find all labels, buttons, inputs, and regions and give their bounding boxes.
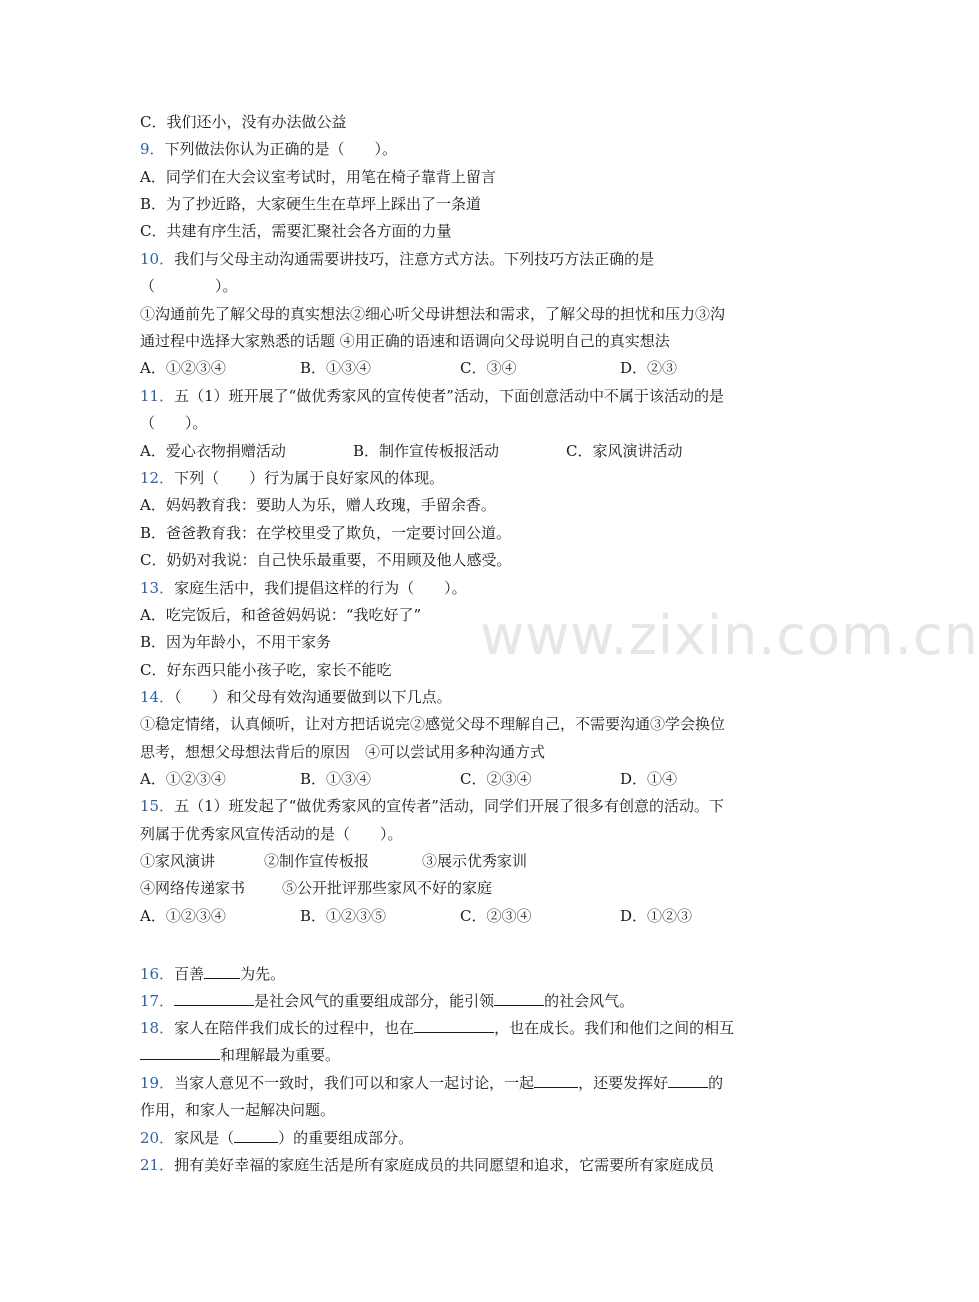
question-number: 13． bbox=[140, 579, 175, 597]
q9-option-b: B．为了抄近路，大家硬生生在草坪上踩出了一条道 bbox=[140, 195, 482, 213]
q10-items-line-2: 通过程中选择大家熟悉的话题 ④用正确的语速和语调向父母说明自己的真实想法 bbox=[140, 332, 670, 350]
question-text: ）的重要组成部分。 bbox=[278, 1129, 414, 1147]
option-c: C．家风演讲活动 bbox=[566, 442, 683, 460]
question-12 bbox=[140, 468, 444, 490]
question-13 bbox=[140, 578, 467, 600]
option-c: C．②③④ bbox=[460, 907, 532, 925]
question-number: 21． bbox=[140, 1156, 175, 1174]
question-text: ，也在成长。我们和他们之间的相互 bbox=[494, 1019, 735, 1037]
q12-option-c: C．奶奶对我说：自己快乐最重要，不用顾及他人感受。 bbox=[140, 551, 512, 569]
question-17 bbox=[140, 991, 634, 1013]
question-stem: 下列（ ）行为属于良好家风的体现。 bbox=[174, 469, 445, 487]
question-text: 家风是（ bbox=[174, 1129, 235, 1147]
item-5: ⑤公开批评那些家风不好的家庭 bbox=[282, 879, 493, 897]
option-d: D．②③ bbox=[620, 359, 678, 377]
question-text: ，还要发挥好 bbox=[578, 1074, 669, 1092]
q15-options bbox=[140, 906, 692, 928]
question-10 bbox=[140, 249, 654, 271]
q9-option-a: A．同学们在大会议室考试时，用笔在椅子靠背上留言 bbox=[140, 168, 496, 186]
option-a: A．①②③④ bbox=[140, 770, 226, 788]
option-a: A．①②③④ bbox=[140, 359, 226, 377]
question-number: 20． bbox=[140, 1129, 175, 1147]
option-a: A．爱心衣物捐赠活动 bbox=[140, 442, 286, 460]
question-number: 16． bbox=[140, 965, 175, 983]
q15-stem-continued: 列属于优秀家风宣传活动的是（ ）。 bbox=[140, 825, 403, 843]
q14-items-line-1: ①稳定情绪，认真倾听，让对方把话说完②感觉父母不理解自己，不需要沟通③学会换位 bbox=[140, 715, 726, 733]
question-text: 为先。 bbox=[240, 965, 286, 983]
question-text: 和理解最为重要。 bbox=[220, 1046, 341, 1064]
question-text: 拥有美好幸福的家庭生活是所有家庭成员的共同愿望和追求，它需要所有家庭成员 bbox=[174, 1156, 715, 1174]
question-11 bbox=[140, 386, 724, 408]
answer-blank[interactable] bbox=[204, 964, 240, 979]
q10-items-line-1: ①沟通前先了解父母的真实想法②细心听父母讲想法和需求，了解父母的担忧和压力③沟 bbox=[140, 305, 726, 323]
question-stem: 五（1）班开展了“做优秀家风的宣传使者”活动，下面创意活动中不属于该活动的是 bbox=[174, 387, 724, 405]
q15-items-line-1 bbox=[140, 851, 527, 873]
answer-blank[interactable] bbox=[234, 1128, 278, 1143]
question-14 bbox=[140, 687, 452, 709]
question-number: 19． bbox=[140, 1074, 175, 1092]
question-number: 18． bbox=[140, 1019, 175, 1037]
question-number: 14． bbox=[140, 688, 175, 706]
q11-options bbox=[140, 441, 682, 463]
q18-continued bbox=[140, 1045, 340, 1067]
watermark-text: www.zixin.com.cn bbox=[480, 604, 979, 667]
question-stem: （ ）和父母有效沟通要做到以下几点。 bbox=[174, 688, 452, 706]
question-20 bbox=[140, 1128, 413, 1150]
option-b: B．制作宣传板报活动 bbox=[353, 442, 500, 460]
answer-blank[interactable] bbox=[174, 991, 254, 1006]
question-number: 9． bbox=[140, 140, 165, 158]
answer-blank[interactable] bbox=[494, 991, 544, 1006]
q13-option-c: C．好东西只能小孩子吃，家长不能吃 bbox=[140, 661, 392, 679]
option-c: C．②③④ bbox=[460, 770, 532, 788]
answer-blank[interactable] bbox=[668, 1073, 708, 1088]
q12-option-b: B．爸爸教育我：在学校里受了欺负，一定要讨回公道。 bbox=[140, 524, 512, 542]
option-d: D．①②③ bbox=[620, 907, 693, 925]
question-text: 百善 bbox=[174, 965, 205, 983]
question-9 bbox=[140, 139, 397, 161]
question-text: 当家人意见不一致时，我们可以和家人一起讨论，一起 bbox=[174, 1074, 535, 1092]
option-b: B．①③④ bbox=[300, 359, 372, 377]
question-number: 10． bbox=[140, 250, 175, 268]
q15-items-line-2 bbox=[140, 878, 492, 900]
question-number: 15． bbox=[140, 797, 175, 815]
question-text: 的社会风气。 bbox=[544, 992, 635, 1010]
question-text: 家人在陪伴我们成长的过程中，也在 bbox=[174, 1019, 415, 1037]
question-stem: 我们与父母主动沟通需要讲技巧，注意方式方法。下列技巧方法正确的是 bbox=[174, 250, 655, 268]
item-3: ③展示优秀家训 bbox=[422, 852, 528, 870]
item-1: ①家风演讲 bbox=[140, 852, 216, 870]
item-4: ④网络传递家书 bbox=[140, 879, 246, 897]
item-2: ②制作宣传板报 bbox=[264, 852, 370, 870]
question-number: 12． bbox=[140, 469, 175, 487]
q9-option-c: C．共建有序生活，需要汇聚社会各方面的力量 bbox=[140, 222, 452, 240]
question-stem: 五（1）班发起了“做优秀家风的宣传者”活动，同学们开展了很多有创意的活动。下 bbox=[174, 797, 724, 815]
q10-options bbox=[140, 358, 677, 380]
question-18 bbox=[140, 1018, 734, 1040]
q10-stem-continued: （ ）。 bbox=[140, 277, 238, 295]
option-b: B．①②③⑤ bbox=[300, 907, 387, 925]
q13-option-a: A．吃完饭后，和爸爸妈妈说：“我吃好了” bbox=[140, 606, 422, 624]
question-text: 的 bbox=[708, 1074, 724, 1092]
option-a: A．①②③④ bbox=[140, 907, 226, 925]
question-number: 11． bbox=[140, 387, 175, 405]
answer-blank[interactable] bbox=[534, 1073, 578, 1088]
q11-stem-continued: （ ）。 bbox=[140, 414, 208, 432]
q13-option-b: B．因为年龄小，不用干家务 bbox=[140, 633, 332, 651]
question-21 bbox=[140, 1155, 714, 1177]
answer-blank[interactable] bbox=[140, 1045, 220, 1060]
q8-option-c: C．我们还小，没有办法做公益 bbox=[140, 113, 347, 131]
q19-continued: 作用，和家人一起解决问题。 bbox=[140, 1101, 336, 1119]
q14-options bbox=[140, 769, 677, 791]
question-15 bbox=[140, 796, 724, 818]
question-text: 是社会风气的重要组成部分，能引领 bbox=[254, 992, 495, 1010]
option-b: B．①③④ bbox=[300, 770, 372, 788]
question-16 bbox=[140, 964, 285, 986]
q12-option-a: A．妈妈教育我：要助人为乐，赠人玫瑰，手留余香。 bbox=[140, 496, 496, 514]
option-c: C．③④ bbox=[460, 359, 517, 377]
question-number: 17． bbox=[140, 992, 175, 1010]
question-stem: 家庭生活中，我们提倡这样的行为（ ）。 bbox=[174, 579, 467, 597]
answer-blank[interactable] bbox=[414, 1018, 494, 1033]
question-stem: 下列做法你认为正确的是（ ）。 bbox=[164, 140, 398, 158]
question-19 bbox=[140, 1073, 723, 1095]
option-d: D．①④ bbox=[620, 770, 678, 788]
q14-items-line-2: 思考，想想父母想法背后的原因 ④可以尝试用多种沟通方式 bbox=[140, 743, 546, 761]
